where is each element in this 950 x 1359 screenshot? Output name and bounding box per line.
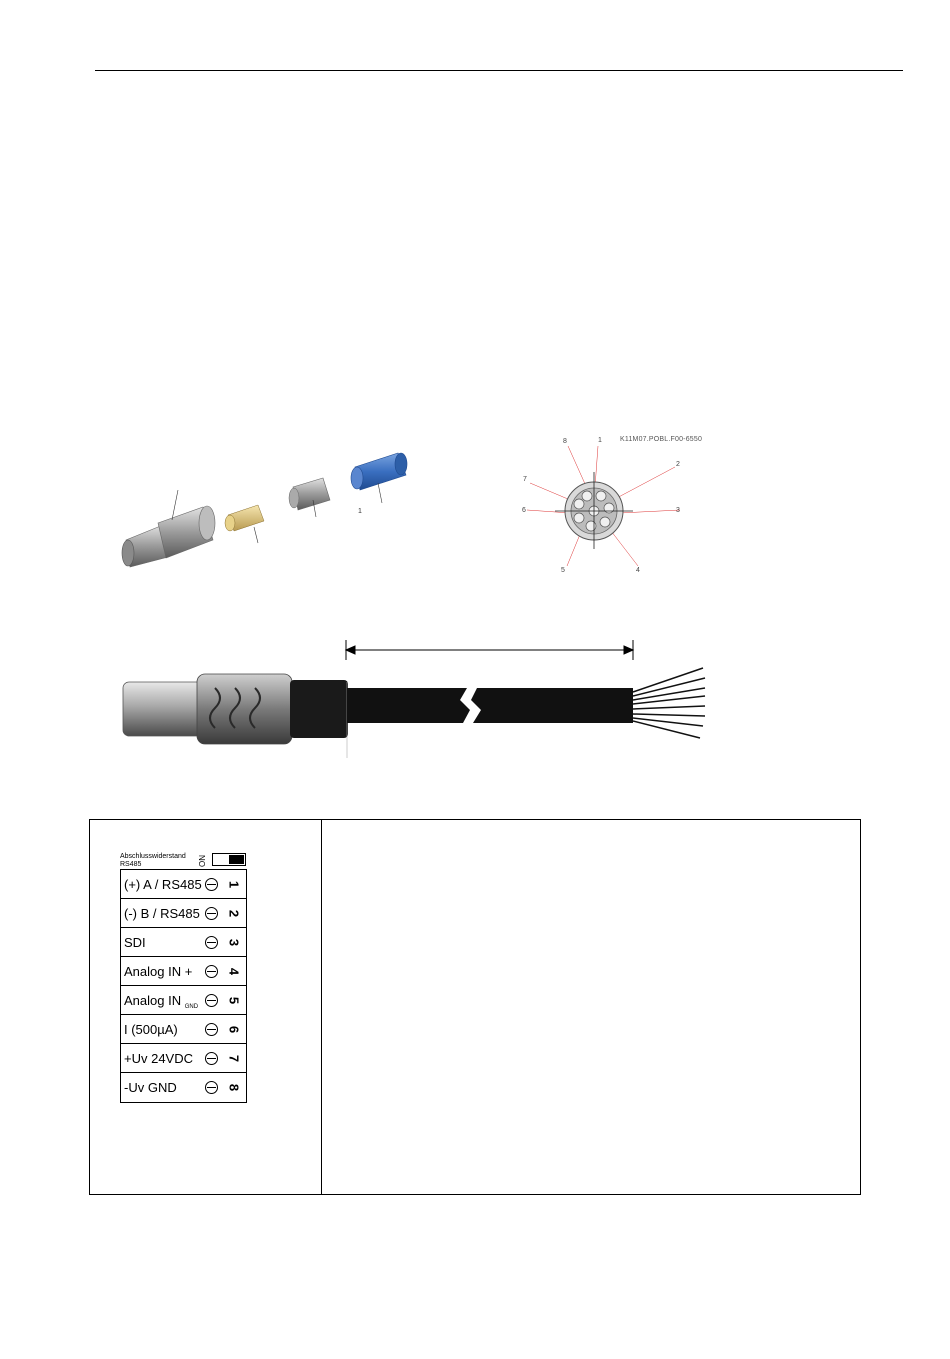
pin-label-6: 6	[522, 507, 526, 514]
terminal-label: -Uv GND	[124, 1080, 177, 1095]
pin-label-1: 1	[598, 437, 602, 444]
terminal-number: 3	[226, 938, 242, 947]
collet	[289, 478, 330, 517]
terminal-number: 5	[226, 996, 242, 1005]
terminal-row	[121, 899, 246, 928]
terminal-label-sub: GND	[184, 1004, 199, 1010]
terminal-label: SDI	[124, 935, 146, 950]
screw-icon	[205, 1081, 218, 1094]
termination-switch-knob	[229, 855, 244, 864]
screw-icon	[205, 936, 218, 949]
terminal-row	[121, 957, 246, 986]
switch-on-label: ON	[198, 855, 207, 867]
screw-icon	[205, 965, 218, 978]
terminal-row	[121, 870, 246, 899]
blue-boot	[351, 453, 407, 503]
pin-label-4: 4	[636, 567, 640, 574]
pin-label-3: 3	[676, 507, 680, 514]
plug-grip	[197, 674, 292, 744]
length-dimension	[346, 640, 633, 660]
cable-assembly-illustration	[115, 630, 725, 760]
terminal-label: Analog IN +	[124, 964, 193, 979]
pin-face-diagram	[505, 432, 705, 580]
stripped-wires	[633, 668, 705, 738]
terminal-number: 7	[226, 1054, 242, 1063]
terminal-number: 2	[226, 909, 242, 918]
terminal-row	[121, 1044, 246, 1073]
connector-exploded-view	[108, 445, 428, 580]
pin-label-7: 7	[523, 476, 527, 483]
plug-housing	[122, 490, 215, 567]
terminal-title-line2: RS485	[120, 861, 142, 868]
part-number: K11M07.POBL.F00-6550	[620, 436, 703, 443]
terminal-row	[121, 986, 246, 1015]
terminal-title	[120, 853, 186, 869]
terminal-number: 4	[226, 967, 242, 976]
strain-relief	[290, 680, 348, 738]
callout-number: 1	[358, 508, 362, 515]
terminal-row	[121, 1015, 246, 1044]
terminal-label	[124, 993, 198, 1010]
screw-icon	[205, 1023, 218, 1036]
pin-label-5: 5	[561, 567, 565, 574]
table-column-divider	[321, 819, 322, 1195]
terminal-label: (+) A / RS485	[124, 877, 202, 892]
terminal-number: 8	[226, 1083, 242, 1092]
screw-icon	[205, 994, 218, 1007]
terminal-number: 6	[226, 1025, 242, 1034]
terminal-label: I (500µA)	[124, 1022, 178, 1037]
header-rule	[95, 70, 903, 71]
pin-label-8: 8	[563, 438, 567, 445]
screw-icon	[205, 878, 218, 891]
screw-icon	[205, 1052, 218, 1065]
terminal-block	[120, 869, 247, 1103]
terminal-label-text: Analog IN	[124, 993, 182, 1008]
cable-jacket-right	[471, 688, 633, 723]
terminal-label: (-) B / RS485	[124, 906, 200, 921]
terminal-number: 1	[226, 880, 242, 889]
contact-insert	[225, 505, 264, 543]
terminal-label: +Uv 24VDC	[124, 1051, 193, 1066]
terminal-row	[121, 928, 246, 957]
pin-label-2: 2	[676, 461, 680, 468]
cable-jacket-left	[347, 688, 470, 723]
terminal-row	[121, 1073, 246, 1102]
plug-front	[123, 682, 203, 736]
screw-icon	[205, 907, 218, 920]
terminal-title-line1: Abschlusswiderstand	[120, 853, 186, 860]
